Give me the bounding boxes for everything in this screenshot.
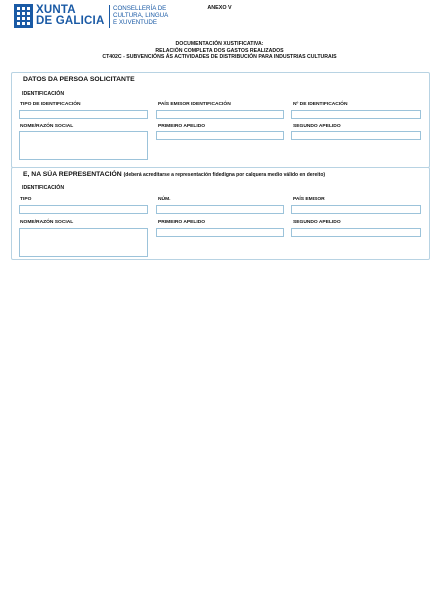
representative-note: (deberá acreditarse a representación fidedigna por calquera medio válido en dereito) — [123, 172, 326, 178]
issuing-country-field[interactable] — [291, 205, 421, 214]
page-header — [0, 0, 439, 36]
issuing-country-label: PAÍS EMISOR — [293, 197, 325, 202]
representative-title: E, NA SÚA REPRESENTACIÓN — [23, 171, 122, 178]
issuing-country-field[interactable] — [156, 110, 284, 119]
title-line-2: RELACIÓN COMPLETA DOS GASTOS REALIZADOS — [155, 47, 284, 54]
procedure-title: CT402C - SUBVENCIÓNS ÁS ACTIVIDADES DE DISTRIBUCIÓN PARA INDUSTRIAS CULTURAIS — [102, 54, 337, 60]
first-surname-field[interactable] — [156, 228, 284, 237]
representative-section — [11, 167, 430, 260]
first-surname-label: PRIMEIRO APELIDO — [158, 220, 206, 225]
name-field[interactable] — [19, 228, 148, 257]
id-number-field[interactable] — [291, 110, 421, 119]
department-line-1: CONSELLERÍA DE — [113, 5, 167, 12]
number-field[interactable] — [156, 205, 284, 214]
title-line-1: DOCUMENTACIÓN XUSTIFICATIVA: — [175, 41, 264, 47]
number-label: NÚM. — [158, 197, 171, 202]
section-title: DATOS DA PERSOA SOLICITANTE — [23, 76, 135, 83]
second-surname-label: SEGUNDO APELIDO — [293, 220, 341, 225]
issuing-country-label: PAÍS EMISOR IDENTIFICACIÓN — [158, 102, 231, 107]
first-surname-field[interactable] — [156, 131, 284, 140]
brand-line-1: XUNTA — [36, 4, 76, 16]
second-surname-label: SEGUNDO APELIDO — [293, 124, 341, 129]
type-field[interactable] — [19, 205, 148, 214]
identification-heading: IDENTIFICACIÓN — [22, 91, 65, 97]
name-label: NOME/RAZÓN SOCIAL — [20, 124, 74, 129]
annex-label: ANEXO V — [207, 5, 232, 11]
id-type-label: TIPO DE IDENTIFICACIÓN — [20, 102, 81, 107]
section-title — [23, 171, 325, 178]
id-type-field[interactable] — [19, 110, 148, 119]
second-surname-field[interactable] — [291, 228, 421, 237]
applicant-section — [11, 72, 430, 168]
second-surname-field[interactable] — [291, 131, 421, 140]
department-line-2: CULTURA, LINGUA — [113, 12, 169, 19]
id-number-label: Nº DE IDENTIFICACIÓN — [293, 102, 348, 107]
type-label: TIPO — [20, 197, 32, 202]
name-field[interactable] — [19, 131, 148, 160]
document-title — [0, 41, 439, 61]
brand-line-2: DE GALICIA — [36, 15, 105, 27]
name-label: NOME/RAZÓN SOCIAL — [20, 220, 74, 225]
department-line-3: E XUVENTUDE — [113, 19, 158, 26]
first-surname-label: PRIMEIRO APELIDO — [158, 124, 206, 129]
identification-heading: IDENTIFICACIÓN — [22, 185, 65, 191]
